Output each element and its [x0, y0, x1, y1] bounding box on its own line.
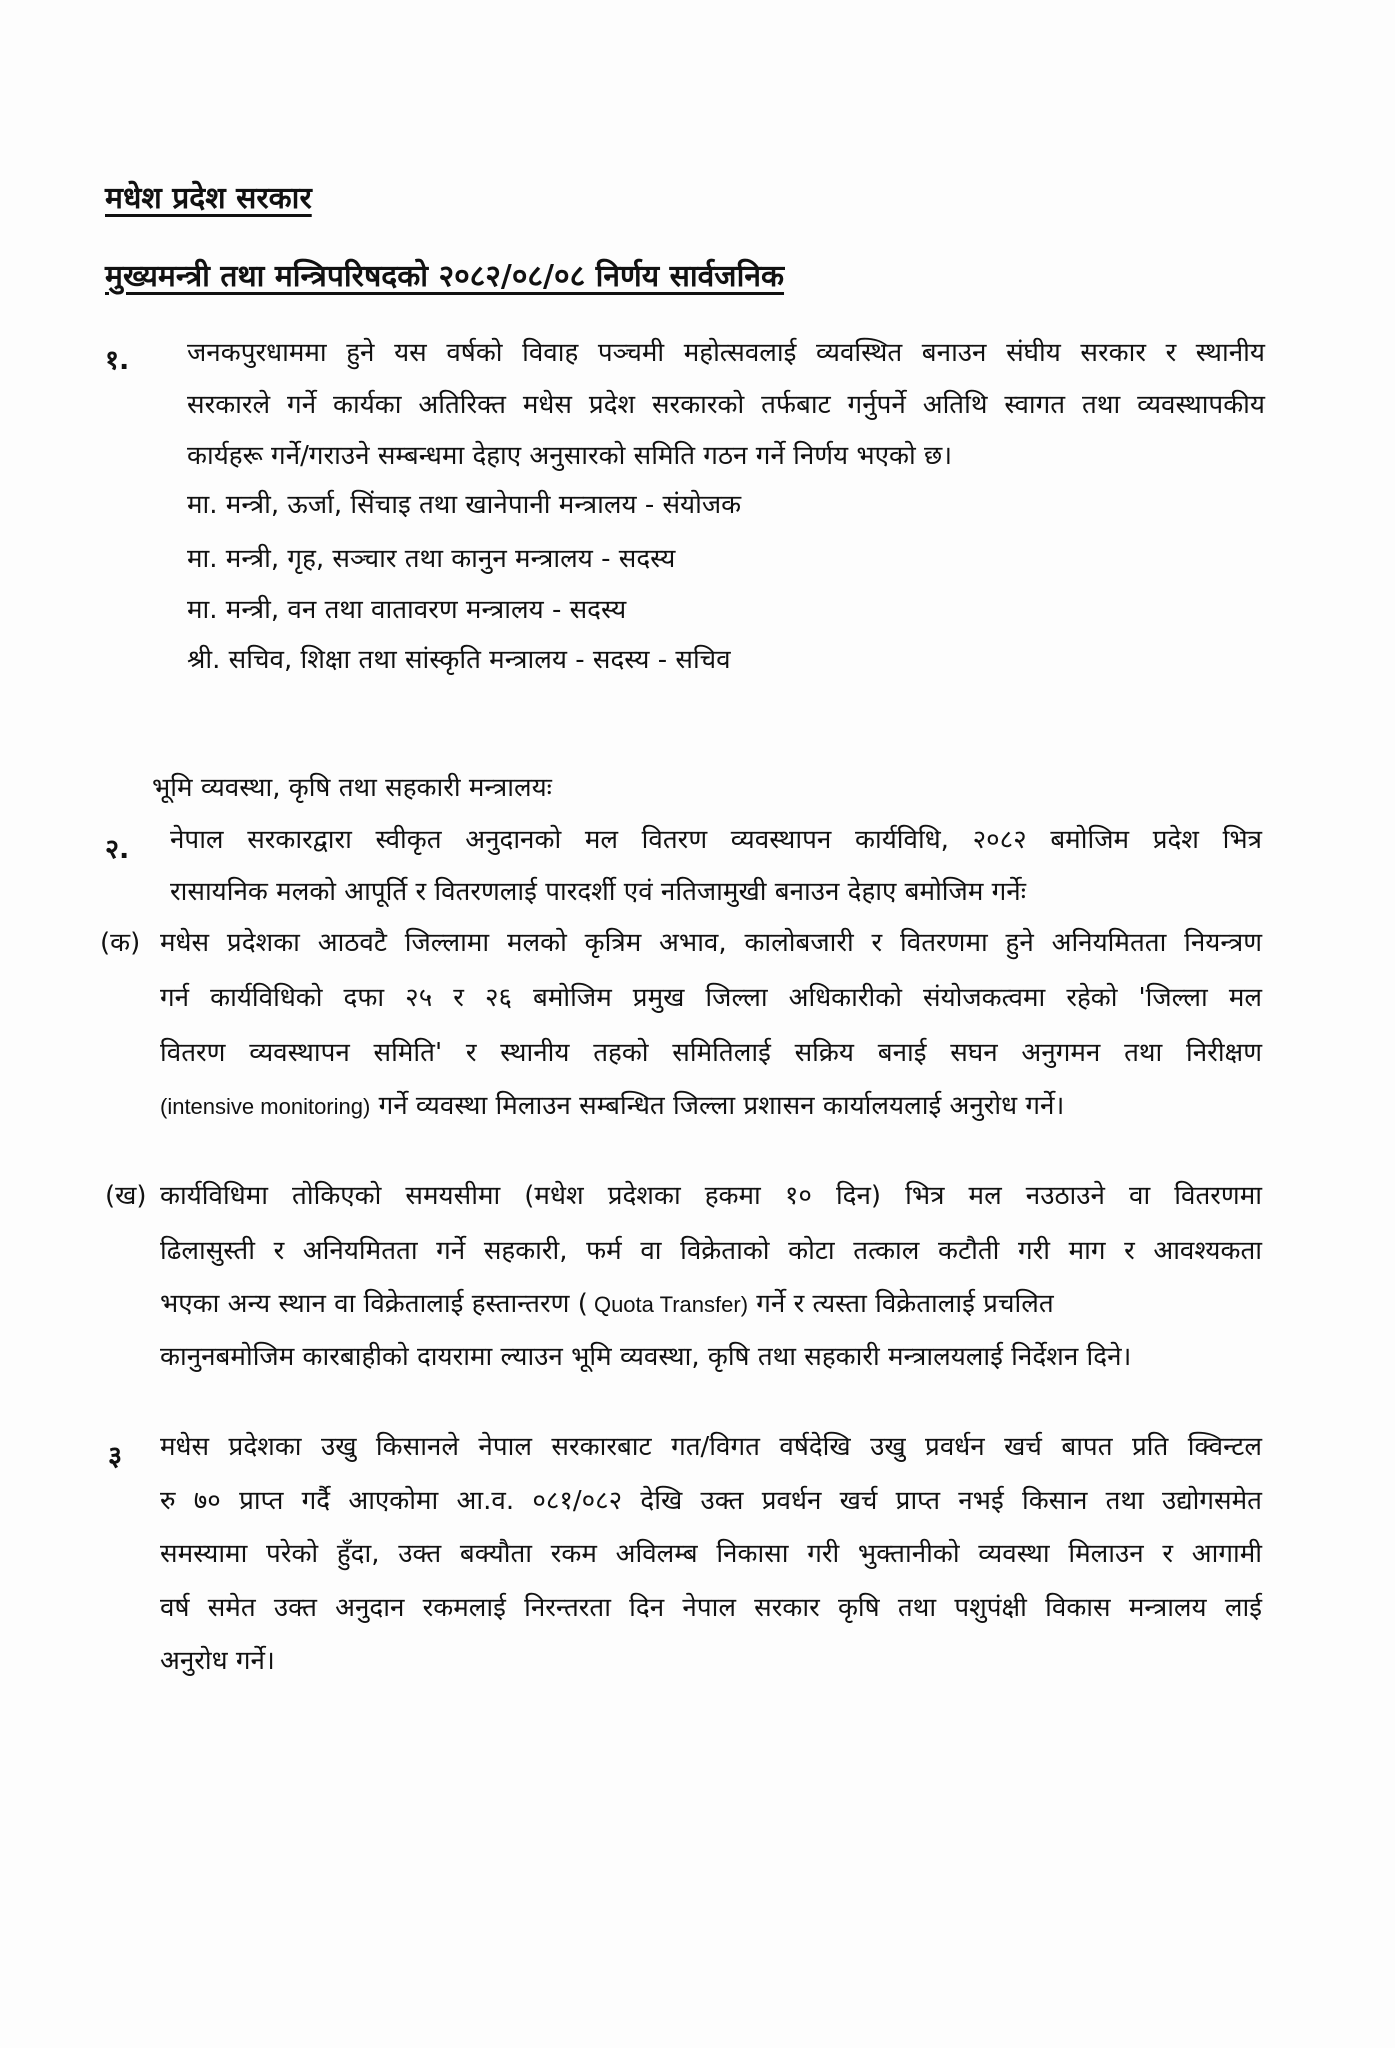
- item-3-number: ३: [108, 1441, 123, 1472]
- sub-item-ka-label: (क): [100, 928, 141, 958]
- sub-item-ka-line-3: वितरण व्यवस्थापन समिति' र स्थानीय तहको समितिलाई सक्रिय बनाई सघन अनुगमन तथा निरीक्षण: [160, 1038, 1262, 1068]
- ministry-heading: भूमि व्यवस्था, कृषि तथा सहकारी मन्त्रालयः: [152, 773, 552, 803]
- document-title: मधेश प्रदेश सरकार: [105, 181, 312, 216]
- committee-member-2: मा. मन्त्री, गृह, सञ्चार तथा कानुन मन्त्रालय - सदस्य: [187, 544, 676, 574]
- intensive-monitoring-term: (intensive monitoring): [160, 1094, 371, 1119]
- item-3-line-4: वर्ष समेत उक्त अनुदान रकमलाई निरन्तरता दिन नेपाल सरकार कृषि तथा पशुपंक्षी विकास मन्त्रालय लाई: [160, 1593, 1262, 1623]
- sub-item-kha-label: (ख): [105, 1181, 147, 1211]
- item-2-number: २.: [105, 834, 130, 865]
- sub-item-kha-line-3-post: गर्ने र त्यस्ता विक्रेतालाई प्रचलित: [748, 1289, 1054, 1319]
- sub-item-ka-line-4-text: गर्ने व्यवस्था मिलाउन सम्बन्धित जिल्ला प्रशासन कार्यालयलाई अनुरोध गर्ने।: [370, 1091, 1065, 1121]
- quota-transfer-term: Quota Transfer): [587, 1292, 749, 1317]
- item-3-line-2: रु ७० प्राप्त गर्दै आएकोमा आ.व. ०८१/०८२ देखि उक्त प्रवर्धन खर्च प्राप्त नभई किसान तथा उद्योगसमेत: [160, 1486, 1262, 1516]
- sub-item-ka-line-2: गर्न कार्यविधिको दफा २५ र २६ बमोजिम प्रमुख जिल्ला अधिकारीको संयोजकत्वमा रहेको 'जिल्ला मल: [160, 983, 1262, 1013]
- committee-member-4: श्री. सचिव, शिक्षा तथा सांस्कृति मन्त्रालय - सदस्य - सचिव: [187, 645, 731, 675]
- item-1-number: १.: [105, 345, 130, 376]
- item-2-line-1: नेपाल सरकारद्वारा स्वीकृत अनुदानको मल वितरण व्यवस्थापन कार्यविधि, २०८२ बमोजिम प्रदेश भित्र: [170, 825, 1262, 855]
- item-3-line-3: समस्यामा परेको हुँदा, उक्त बक्यौता रकम अविलम्ब निकासा गरी भुक्तानीको व्यवस्था मिलाउन र आगामी: [160, 1539, 1262, 1569]
- committee-member-1: मा. मन्त्री, ऊर्जा, सिंचाइ तथा खानेपानी मन्त्रालय - संयोजक: [187, 490, 742, 520]
- committee-member-3: मा. मन्त्री, वन तथा वातावरण मन्त्रालय - सदस्य: [187, 595, 627, 625]
- sub-item-kha-line-1: कार्यविधिमा तोकिएको समयसीमा (मधेश प्रदेशका हकमा १० दिन) भित्र मल नउठाउने वा वितरणमा: [160, 1181, 1262, 1211]
- sub-item-kha-line-4: कानुनबमोजिम कारबाहीको दायरामा ल्याउन भूमि व्यवस्था, कृषि तथा सहकारी मन्त्रालयलाई निर्देशन दिने।: [160, 1342, 1132, 1372]
- item-1-line-1: जनकपुरधाममा हुने यस वर्षको विवाह पञ्चमी महोत्सवलाई व्यवस्थित बनाउन संघीय सरकार र स्थानीय: [187, 338, 1265, 368]
- item-1-line-3: कार्यहरू गर्ने/गराउने सम्बन्धमा देहाए अनुसारको समिति गठन गर्ने निर्णय भएको छ।: [187, 441, 953, 471]
- item-3-line-5: अनुरोध गर्ने।: [160, 1646, 275, 1676]
- sub-item-kha-line-3: [160, 1291, 1054, 1317]
- sub-item-ka-line-4: [160, 1093, 1064, 1119]
- sub-item-kha-line-3-pre: भएका अन्य स्थान वा विक्रेतालाई हस्तान्तरण (: [160, 1289, 588, 1319]
- item-3-line-1: मधेस प्रदेशका उखु किसानले नेपाल सरकारबाट गत/विगत वर्षदेखि उखु प्रवर्धन खर्च बापत प्रति क्विन्टल: [160, 1432, 1262, 1462]
- document-subtitle: मुख्यमन्त्री तथा मन्त्रिपरिषदको २०८२/०८/०८ निर्णय सार्वजनिक: [105, 259, 785, 294]
- sub-item-kha-line-2: ढिलासुस्ती र अनियमितता गर्ने सहकारी, फर्म वा विक्रेताको कोटा तत्काल कटौती गरी माग र आवश्यकता: [160, 1236, 1262, 1266]
- item-2-line-2: रासायनिक मलको आपूर्ति र वितरणलाई पारदर्शी एवं नतिजामुखी बनाउन देहाए बमोजिम गर्नेः: [170, 877, 1026, 907]
- sub-item-ka-line-1: मधेस प्रदेशका आठवटै जिल्लामा मलको कृत्रिम अभाव, कालोबजारी र वितरणमा हुने अनियमितता नियन्त्रण: [160, 928, 1262, 958]
- item-1-line-2: सरकारले गर्ने कार्यका अतिरिक्त मधेस प्रदेश सरकारको तर्फबाट गर्नुपर्ने अतिथि स्वागत तथा व्यवस्थापकीय: [187, 390, 1265, 420]
